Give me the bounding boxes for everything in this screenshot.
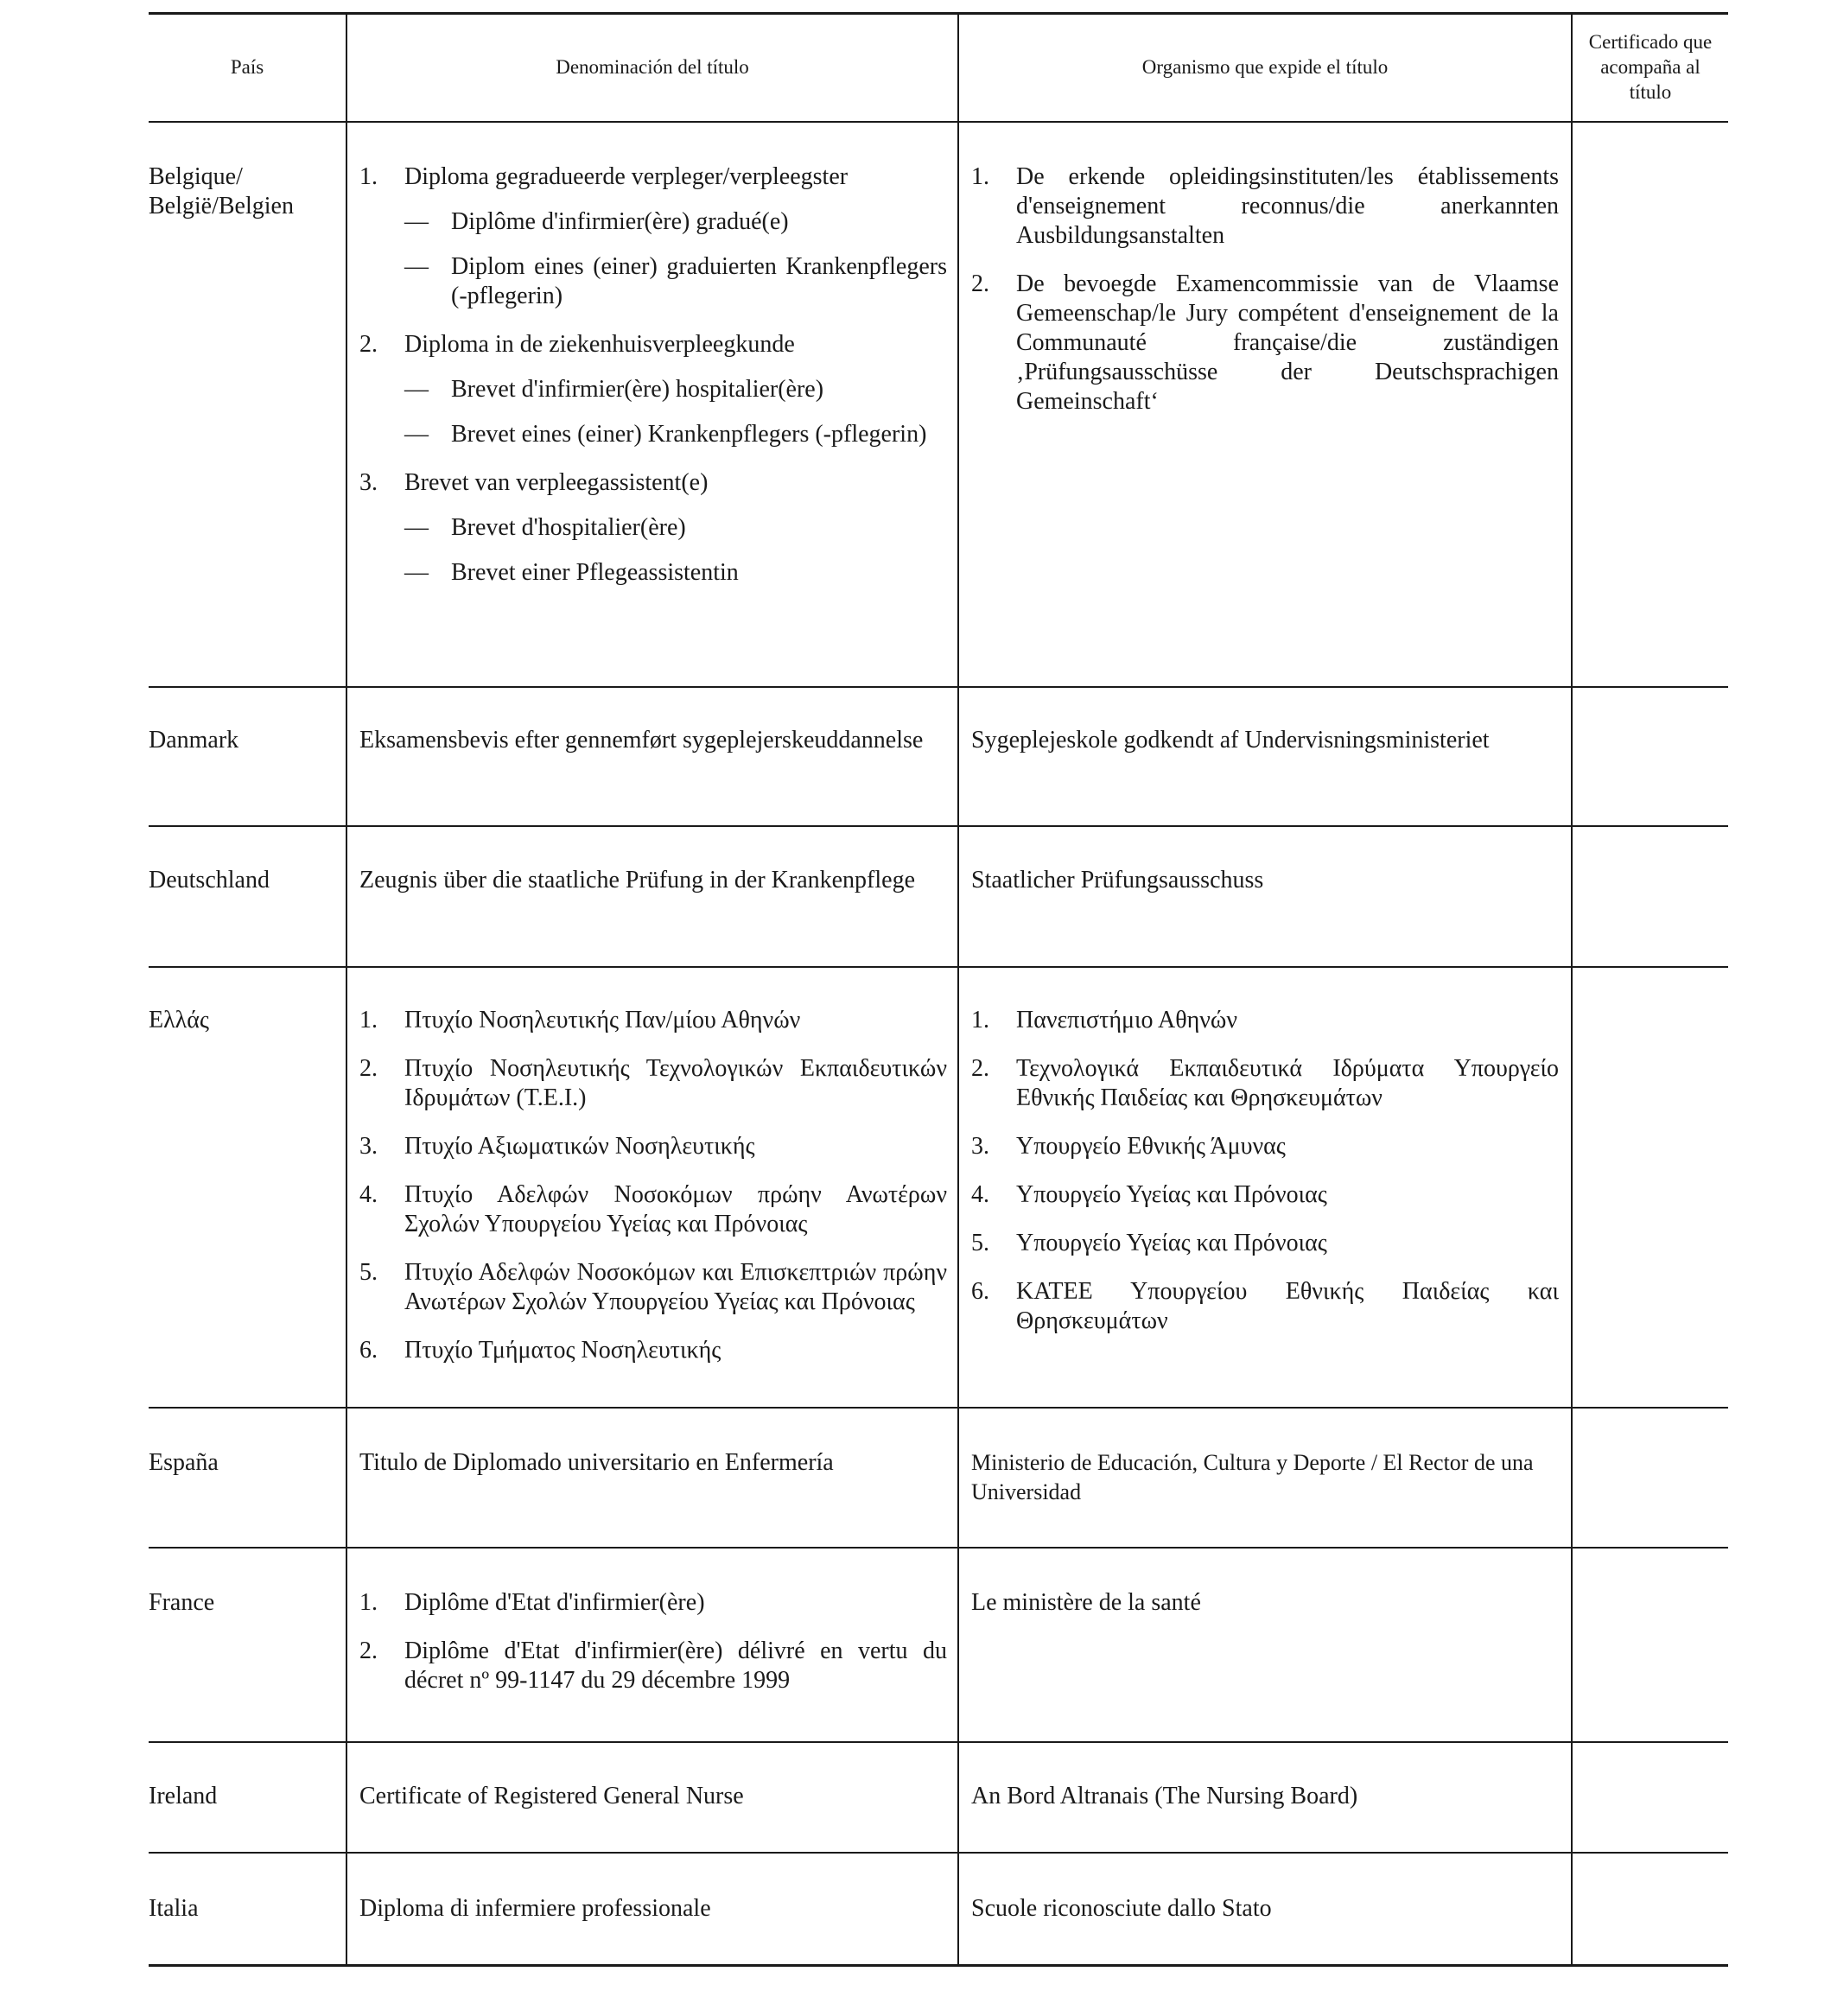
- bodies-belgium: [971, 162, 1559, 436]
- sub-item: [404, 207, 947, 237]
- header-bottom-rule: [149, 121, 1728, 123]
- list-item: [359, 162, 947, 192]
- header-title: Denominación del título: [556, 55, 749, 78]
- body-italy: Scuole riconosciute dallo Stato: [971, 1895, 1272, 1922]
- list-item: [971, 1229, 1559, 1258]
- body-denmark: Sygeplejeskole godkendt af Undervisningsministeriet: [971, 727, 1490, 754]
- country-italy: Italia: [149, 1895, 199, 1922]
- country-denmark: Danmark: [149, 727, 239, 754]
- list-item: [971, 1180, 1559, 1210]
- item-text: Πτυχίο Αδελφών Νοσοκόμων και Επισκεπτριών πρώην Ανωτέρων Σχολών Υπουργείου Υγείας και Πρόνοιας: [404, 1259, 947, 1315]
- em-dash: —: [404, 421, 429, 448]
- country-greece: Ελλάς: [149, 1007, 210, 1033]
- country-spain: España: [149, 1449, 219, 1476]
- sub-item: [404, 375, 947, 404]
- sub-item-text: Brevet eines (einer) Krankenpflegers (-pflegerin): [451, 421, 927, 448]
- item-number: 1.: [971, 163, 989, 190]
- row-divider: [149, 1852, 1728, 1854]
- item-number: 1.: [359, 163, 378, 190]
- title-italy: Diploma di infermiere professionale: [359, 1895, 711, 1922]
- list-item: [359, 1132, 947, 1161]
- title-germany: Zeugnis über die staatliche Prüfung in der Krankenpflege: [359, 867, 916, 894]
- list-item: [359, 1637, 947, 1695]
- item-text: Υπουργείο Υγείας και Πρόνοιας: [1016, 1181, 1327, 1208]
- row-divider: [149, 1547, 1728, 1549]
- item-text: Diplôme d'Etat d'infirmier(ère) délivré en vertu du décret nº 99-1147 du 29 décembre 1999: [404, 1638, 947, 1694]
- body-ireland: An Bord Altranais (The Nursing Board): [971, 1783, 1358, 1809]
- item-text: Diplôme d'Etat d'infirmier(ère): [404, 1589, 705, 1616]
- sub-item: [404, 420, 947, 449]
- list-item: [971, 162, 1559, 251]
- item-number: 2.: [971, 1055, 989, 1082]
- item-text: De bevoegde Examencommissie van de Vlaamse Gemeenschap/le Jury compétent d'enseignement de la Communauté française/die zuständigen ‚Prüfungsausschüsse der Deutschsprachigen Gemeinschaft‘: [1016, 270, 1559, 415]
- row-divider: [149, 825, 1728, 827]
- titles-france: [359, 1588, 947, 1714]
- item-text: Πτυχίο Νοσηλευτικής Τεχνολογικών Εκπαιδευτικών Ιδρυμάτων (Τ.Ε.Ι.): [404, 1055, 947, 1111]
- sub-item: [404, 558, 947, 588]
- sub-item-text: Brevet d'hospitalier(ère): [451, 514, 686, 541]
- item-text: Diploma gegradueerde verpleger/verpleegster: [404, 163, 849, 190]
- item-number: 6.: [971, 1278, 989, 1305]
- table-bottom-rule: [149, 1964, 1728, 1967]
- item-text: Πτυχίο Τμήματος Νοσηλευτικής: [404, 1337, 721, 1364]
- item-text: Πτυχίο Αξιωματικών Νοσηλευτικής: [404, 1133, 755, 1160]
- item-number: 2.: [971, 270, 989, 297]
- column-rule: [957, 12, 959, 1965]
- item-number: 3.: [359, 1133, 378, 1160]
- country-ireland: Ireland: [149, 1783, 218, 1809]
- list-item: [971, 1006, 1559, 1035]
- item-number: 3.: [971, 1133, 989, 1160]
- em-dash: —: [404, 253, 429, 280]
- item-number: 1.: [359, 1589, 378, 1616]
- item-number: 2.: [359, 331, 378, 358]
- body-germany: Staatlicher Prüfungsausschuss: [971, 867, 1264, 894]
- item-number: 2.: [359, 1055, 378, 1082]
- header-country: País: [230, 55, 264, 78]
- item-number: 5.: [359, 1259, 378, 1286]
- item-number: 5.: [971, 1230, 989, 1256]
- bodies-greece: [971, 1006, 1559, 1355]
- em-dash: —: [404, 559, 429, 586]
- list-item: [359, 1258, 947, 1317]
- sub-item: [404, 252, 947, 311]
- item-number: 6.: [359, 1337, 378, 1364]
- list-item: [359, 1588, 947, 1618]
- item-number: 3.: [359, 469, 378, 496]
- list-item: [359, 1180, 947, 1239]
- titles-belgium: [359, 162, 947, 607]
- item-text: Brevet van verpleegassistent(e): [404, 469, 709, 496]
- list-item: [359, 1336, 947, 1365]
- title-denmark: Eksamensbevis efter gennemført sygeplejerskeuddannelse: [359, 727, 924, 754]
- item-number: 4.: [971, 1181, 989, 1208]
- list-item: [359, 330, 947, 359]
- list-item: [359, 1054, 947, 1113]
- sub-item-text: Brevet einer Pflegeassistentin: [451, 559, 739, 586]
- country-germany: Deutschland: [149, 867, 270, 894]
- list-item: [359, 468, 947, 498]
- list-item: [971, 1054, 1559, 1113]
- item-text: Πτυχίο Αδελφών Νοσοκόμων πρώην Ανωτέρων Σχολών Υπουργείου Υγείας και Πρόνοιας: [404, 1181, 947, 1237]
- em-dash: —: [404, 514, 429, 541]
- row-divider: [149, 966, 1728, 968]
- item-number: 1.: [359, 1007, 378, 1033]
- titles-greece: [359, 1006, 947, 1384]
- item-number: 2.: [359, 1638, 378, 1664]
- list-item: [971, 1277, 1559, 1336]
- em-dash: —: [404, 376, 429, 403]
- item-number: 1.: [971, 1007, 989, 1033]
- sub-item-text: Diplom eines (einer) graduierten Krankenpflegers (-pflegerin): [451, 253, 947, 309]
- item-text: Diploma in de ziekenhuisverpleegkunde: [404, 331, 795, 358]
- item-text: Υπουργείο Υγείας και Πρόνοιας: [1016, 1230, 1327, 1256]
- item-text: ΚΑΤΕΕ Υπουργείου Εθνικής Παιδείας και Θρησκευμάτων: [1016, 1278, 1559, 1334]
- em-dash: —: [404, 208, 429, 235]
- list-item: [971, 1132, 1559, 1161]
- header-certificate: Certificado que acompaña al título: [1588, 30, 1713, 103]
- row-divider: [149, 686, 1728, 688]
- row-divider: [149, 1741, 1728, 1743]
- item-text: Πανεπιστήμιο Αθηνών: [1016, 1007, 1237, 1033]
- body-france: Le ministère de la santé: [971, 1589, 1201, 1616]
- column-rule: [1571, 12, 1573, 1965]
- item-text: Πτυχίο Νοσηλευτικής Παν/μίου Αθηνών: [404, 1007, 801, 1033]
- column-rule: [346, 12, 347, 1965]
- list-item: [359, 1006, 947, 1035]
- country-belgium: Belgique/ België/Belgien: [149, 163, 294, 219]
- sub-item-text: Brevet d'infirmier(ère) hospitalier(ère): [451, 376, 824, 403]
- item-number: 4.: [359, 1181, 378, 1208]
- item-text: Υπουργείο Εθνικής Άμυνας: [1016, 1133, 1286, 1160]
- title-spain: Titulo de Diplomado universitario en Enfermería: [359, 1449, 834, 1476]
- sub-item-text: Diplôme d'infirmier(ère) gradué(e): [451, 208, 789, 235]
- country-france: France: [149, 1589, 215, 1616]
- header-issuing-body: Organismo que expide el título: [1141, 55, 1389, 78]
- item-text: De erkende opleidingsinstituten/les établissements d'enseignement reconnus/die anerkannten Ausbildungsanstalten: [1016, 163, 1559, 249]
- body-spain: Ministerio de Educación, Cultura y Deporte / El Rector de una Universidad: [971, 1450, 1534, 1504]
- item-text: Τεχνολογικά Εκπαιδευτικά Ιδρύματα Υπουργείο Εθνικής Παιδείας και Θρησκευμάτων: [1016, 1055, 1559, 1111]
- sub-item: [404, 513, 947, 543]
- list-item: [971, 270, 1559, 417]
- row-divider: [149, 1407, 1728, 1409]
- title-ireland: Certificate of Registered General Nurse: [359, 1783, 744, 1809]
